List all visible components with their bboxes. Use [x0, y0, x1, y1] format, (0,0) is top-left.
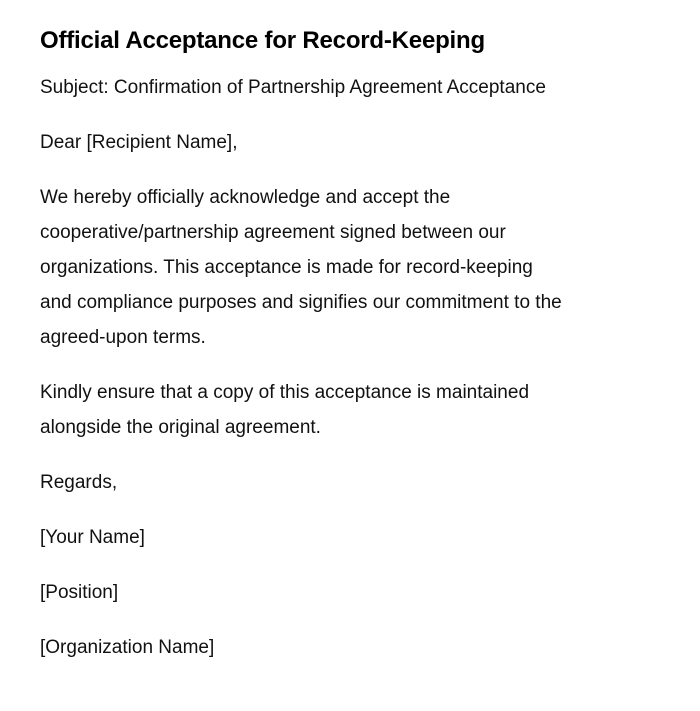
- signature-name: [Your Name]: [40, 527, 145, 548]
- body-paragraph-1-line: cooperative/partnership agreement signed between our: [40, 222, 506, 243]
- body-paragraph-2: [40, 375, 660, 445]
- body-paragraph-1: [40, 180, 660, 355]
- body-paragraph-1-line: agreed-upon terms.: [40, 327, 206, 348]
- letter-document: [40, 24, 660, 685]
- body-paragraph-1-line: organizations. This acceptance is made for record-keeping: [40, 257, 533, 278]
- closing: Regards,: [40, 472, 118, 493]
- signature-position: [Position]: [40, 582, 119, 603]
- body-paragraph-1-line: We hereby officially acknowledge and accept the: [40, 187, 451, 208]
- document-title: Official Acceptance for Record-Keeping: [40, 27, 485, 54]
- body-paragraph-2-line: alongside the original agreement.: [40, 417, 321, 438]
- signature-organization: [Organization Name]: [40, 637, 215, 658]
- subject-line: Subject: Confirmation of Partnership Agreement Acceptance: [40, 77, 546, 98]
- salutation: Dear [Recipient Name],: [40, 132, 238, 153]
- body-paragraph-2-line: Kindly ensure that a copy of this acceptance is maintained: [40, 382, 530, 403]
- body-paragraph-1-line: and compliance purposes and signifies our commitment to the: [40, 292, 562, 313]
